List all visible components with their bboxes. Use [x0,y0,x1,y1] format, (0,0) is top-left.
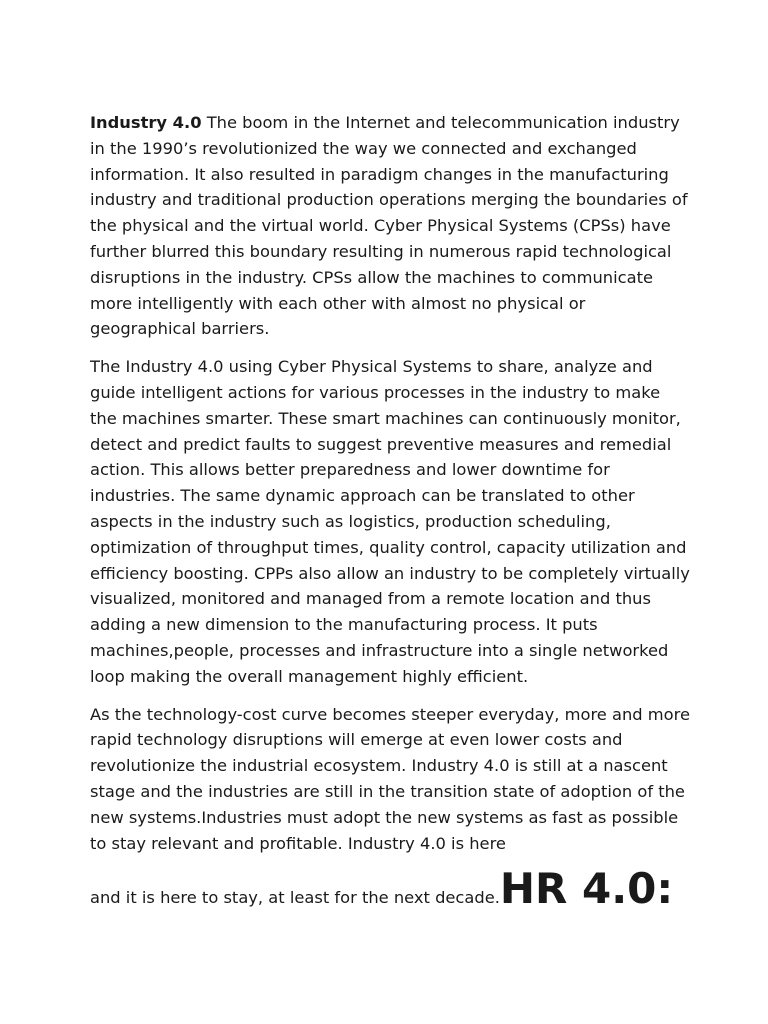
closing-line [90,864,690,914]
section-heading-hr: HR 4.0: [499,864,674,914]
paragraph-industry-intro [90,110,690,342]
closing-text: and it is here to stay, at least for the next decade. [90,888,500,908]
paragraph-cps-benefits: The Industry 4.0 using Cyber Physical Systems to share, analyze and guide intelligent actions for various processes in the industry to make the machines smarter. These smart machines can continuously monitor, detect and predict faults to suggest preventive measures and remedial action. This allows better preparedness and lower downtime for industries. The same dynamic approach can be translated to other aspects in the industry such as logistics, production scheduling, optimization of throughput times, quality control, capacity utilization and efficiency boosting. CPPs also allow an industry to be completely virtually visualized, monitored and managed from a remote location and thus adding a new dimension to the manufacturing process. It puts machines,people, processes and infrastructure into a single networked loop making the overall management highly efficient. [90,357,690,686]
paragraph-technology-cost: As the technology-cost curve becomes steeper everyday, more and more rapid technology disruptions will emerge at even lower costs and revolutionize the industrial ecosystem. Industry 4.0 is still at a nascent stage and the industries are still in the transition state of adoption of the new systems.Industries must adopt the new systems as fast as possible to stay relevant and profitable. Industry 4.0 is here [90,704,690,853]
paragraph-text: The boom in the Internet and telecommunication industry in the 1990’s revolutionized the way we connected and exchanged information. It also resulted in paradigm changes in the manufacturing industry and traditional production operations merging the boundaries of the physical and the virtual world. Cyber Physical Systems (CPSs) have further blurred this boundary resulting in numerous rapid technological disruptions in the industry. CPSs allow the machines to communicate more intelligently with each other with almost no physical or geographical barriers. [90,113,688,339]
paragraph-lead-term: Industry 4.0 [90,113,202,132]
document-body [90,110,690,914]
